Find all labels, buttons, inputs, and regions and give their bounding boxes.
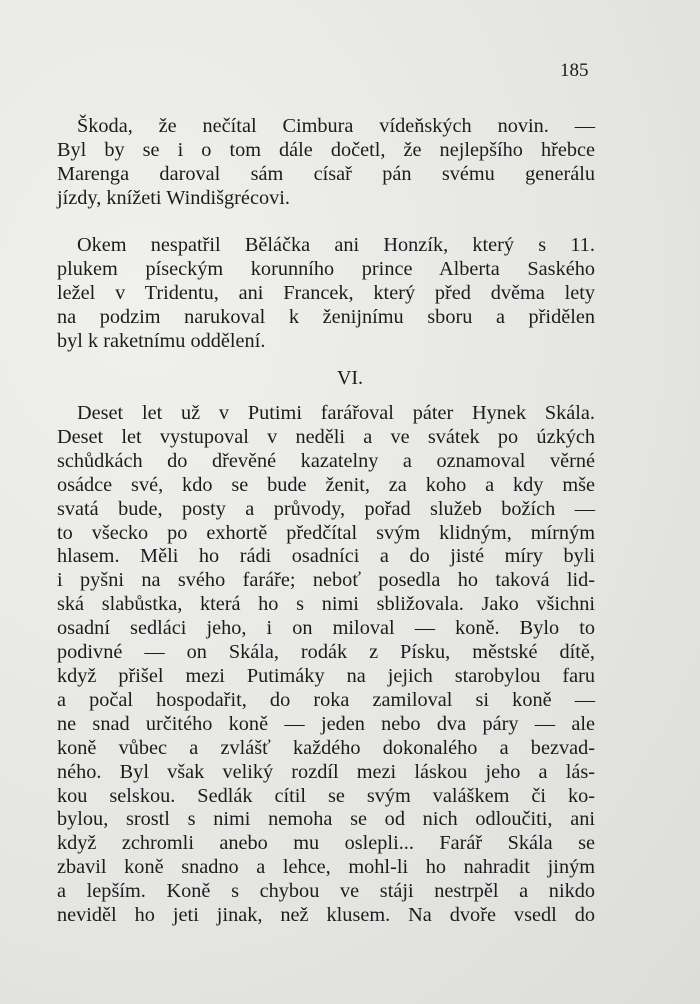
text-line: svatá bude, posty a průvody, pořad služeb božích — xyxy=(57,497,595,520)
text-line: bylou, srostl s nimi nemoha se od nich odloučiti, ani xyxy=(57,808,595,831)
text-line: hlasem. Měli ho rádi osadníci a do jisté míry byli xyxy=(57,545,595,568)
text-line: byl k raketnímu oddělení. xyxy=(57,329,266,352)
text-line: když přišel mezi Putimáky na jejich starobylou faru xyxy=(57,664,595,687)
text-line: koně vůbec a zvlášť každého dokonalého a bezvad- xyxy=(57,736,595,759)
chapter-heading: VI. xyxy=(336,367,364,389)
text-line: zbavil koně snadno a lehce, mohl-li ho nahradit jiným xyxy=(57,856,595,879)
text-line: a lepším. Koně s chybou ve stáji nestrpěl a nikdo xyxy=(57,880,595,903)
text-line: ležel v Tridentu, ani Francek, který před dvěma lety xyxy=(57,281,595,304)
text-line: podivné — on Skála, rodák z Písku, městské dítě, xyxy=(57,641,595,664)
text-line: Byl by se i o tom dále dočetl, že nejlepšího hřebce xyxy=(57,138,595,161)
text-line: kou selskou. Sedlák cítil se svým valáškem či ko- xyxy=(57,784,595,807)
paragraph-3 xyxy=(57,402,595,928)
text-line: a počal hospodařit, do roka zamiloval si koně — xyxy=(57,688,595,711)
text-line: Škoda, že nečítal Cimbura vídeňských novin. — xyxy=(77,115,595,137)
text-line: neviděl ho jeti jinak, než klusem. Na dvoře vsedl do xyxy=(57,904,595,927)
text-line: na podzim narukoval k ženijnímu sboru a přidělen xyxy=(57,305,595,328)
paragraph-1 xyxy=(57,115,595,211)
text-line: ská slabůstka, která ho s nimi sbližovala. Jako všichni xyxy=(57,593,595,616)
text-line: i pyšni na svého faráře; neboť posedla ho taková lid- xyxy=(57,569,595,592)
text-line: Marenga daroval sám císař pán svému generálu xyxy=(57,162,595,185)
text-line: Deset let vystupoval v neděli a ve svátek po úzkých xyxy=(57,425,595,448)
text-line: osádce své, kdo se bude ženit, za koho a kdy mše xyxy=(57,473,595,496)
text-line: to všecko po exhortě předčítal svým klidným, mírným xyxy=(57,521,595,544)
text-line: ného. Byl však veliký rozdíl mezi láskou jeho a lás- xyxy=(57,760,595,783)
text-line: Deset let už v Putimi farářoval páter Hynek Skála. xyxy=(77,402,595,424)
text-line: když zchromli anebo mu oslepli... Farář Skála se xyxy=(57,832,595,855)
text-line: schůdkách do dřevěné kazatelny a oznamoval věrné xyxy=(57,449,595,472)
text-line: jízdy, knížeti Windišgrécovi. xyxy=(57,186,290,209)
text-line: Okem nespatřil Běláčka ani Honzík, který s 11. xyxy=(77,234,595,256)
paragraph-2 xyxy=(57,234,595,354)
text-line: plukem píseckým korunního prince Alberta Saského xyxy=(57,257,595,280)
text-line: ne snad určitého koně — jeden nebo dva páry — ale xyxy=(57,712,595,735)
page-number: 185 xyxy=(560,60,589,81)
text-line: osadní sedláci jeho, i on miloval — koně. Bylo to xyxy=(57,617,595,640)
